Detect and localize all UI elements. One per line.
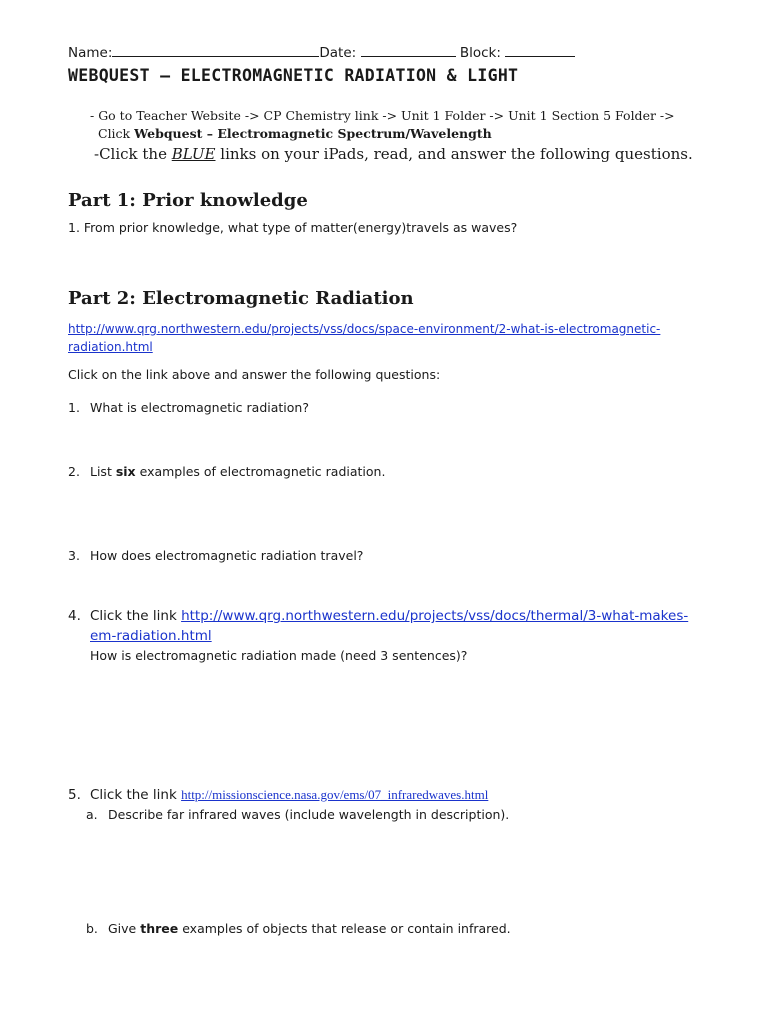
part2-question-2 <box>68 464 385 479</box>
subquestion-bold: three <box>140 921 179 936</box>
part1-question-1: 1. From prior knowledge, what type of matter(energy)travels as waves? <box>68 220 518 235</box>
thermal-link-2[interactable]: em-radiation.html <box>90 628 212 644</box>
part2-question-4 <box>68 608 688 624</box>
question-bold: six <box>115 464 136 479</box>
question-number: 2. <box>68 464 80 479</box>
part2-question-4-text: How is electromagnetic radiation made (need 3 sentences)? <box>90 648 468 663</box>
subquestion-text: Give <box>108 921 141 936</box>
question-number: 5. <box>68 787 81 803</box>
subquestion-text: Describe far infrared waves (include wavelength in description). <box>108 807 510 822</box>
part2-intro: Click on the link above and answer the following questions: <box>68 367 441 382</box>
question-text: How does electromagnetic radiation travel? <box>90 548 364 563</box>
name-blank <box>112 44 319 57</box>
question-text-rest: examples of electromagnetic radiation. <box>135 464 386 479</box>
blue-emphasis: BLUE <box>171 145 216 163</box>
question-text: Click the link <box>90 608 182 624</box>
question-number: 4. <box>68 608 81 624</box>
part2-question-5a <box>86 807 509 822</box>
instruction-click-text: Click <box>98 126 135 141</box>
date-label: Date: <box>319 45 357 61</box>
part1-heading: Part 1: Prior knowledge <box>68 190 308 211</box>
part2-question-5b <box>86 921 511 936</box>
instruction-click-the: -Click the <box>94 145 172 163</box>
date-blank <box>361 44 456 57</box>
header-line <box>68 44 575 61</box>
part2-question-5 <box>68 787 488 803</box>
instruction-line-1: - Go to Teacher Website -> CP Chemistry link -> Unit 1 Folder -> Unit 1 Section 5 Folder -> <box>90 108 675 123</box>
part2-question-3 <box>68 548 363 563</box>
question-number: 3. <box>68 548 80 563</box>
block-blank <box>505 44 575 57</box>
thermal-link-1[interactable]: http://www.qrg.northwestern.edu/projects/vss/docs/thermal/3-what-makes- <box>181 608 689 624</box>
name-label: Name: <box>68 45 113 61</box>
question-text: Click the link <box>90 787 182 803</box>
em-radiation-link-2[interactable]: radiation.html <box>68 340 153 354</box>
webquest-name: Webquest – Electromagnetic Spectrum/Wavelength <box>134 126 492 141</box>
subquestion-text-rest: examples of objects that release or contain infrared. <box>178 921 511 936</box>
part2-heading: Part 2: Electromagnetic Radiation <box>68 288 414 309</box>
subquestion-letter: b. <box>86 921 98 936</box>
instruction-rest: links on your iPads, read, and answer the following questions. <box>215 145 693 163</box>
question-number: 1. <box>68 400 80 415</box>
nasa-infrared-link[interactable]: http://missionscience.nasa.gov/ems/07_infraredwaves.html <box>181 787 489 802</box>
part2-question-1 <box>68 400 309 415</box>
page-title: WEBQUEST – ELECTROMAGNETIC RADIATION & LIGHT <box>68 66 519 85</box>
em-radiation-link-1[interactable]: http://www.qrg.northwestern.edu/projects/vss/docs/space-environment/2-what-is-electromagnetic- <box>68 322 661 336</box>
question-text: What is electromagnetic radiation? <box>90 400 309 415</box>
block-label: Block: <box>459 45 501 61</box>
question-text: List <box>90 464 116 479</box>
instruction-line-2 <box>98 126 492 141</box>
instruction-line-3 <box>94 145 693 163</box>
subquestion-letter: a. <box>86 807 98 822</box>
